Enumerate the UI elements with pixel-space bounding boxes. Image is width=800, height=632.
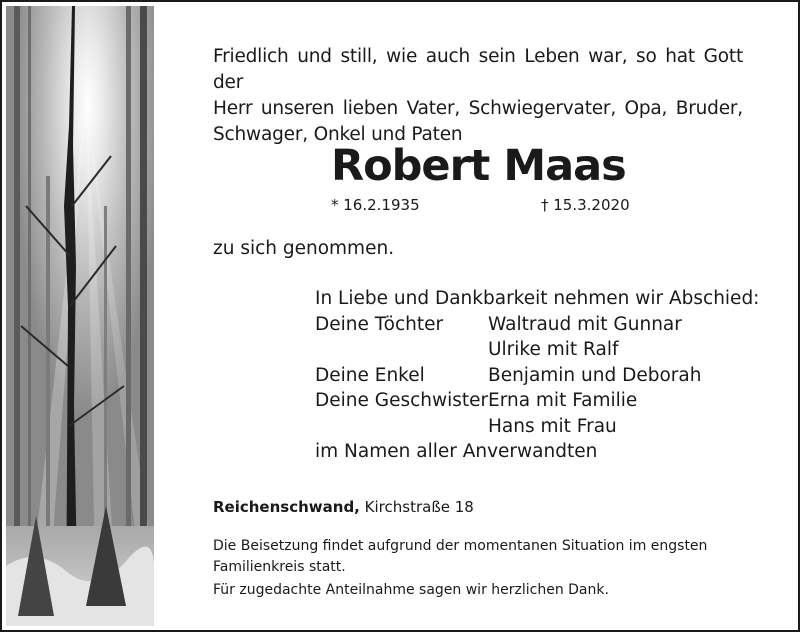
mourner-names: Ulrike mit Ralf bbox=[488, 339, 619, 360]
intro-line-3: Schwager, Onkel und Paten bbox=[213, 124, 463, 145]
mourner-names: Benjamin und Deborah bbox=[488, 364, 702, 386]
intro-line-2: Herr unseren lieben Vater, Schwiegervater, Opa, Bruder, bbox=[213, 98, 743, 119]
birth-date: * 16.2.1935 bbox=[331, 196, 420, 214]
address-street: Kirchstraße 18 bbox=[364, 498, 474, 516]
mourner-row bbox=[315, 363, 759, 389]
deceased-name: Robert Maas bbox=[331, 141, 626, 191]
mourner-relation: Deine Enkel bbox=[315, 364, 425, 386]
mourner-relation bbox=[315, 414, 488, 440]
mourner-relation bbox=[315, 337, 488, 363]
thanks-text: Für zugedachte Anteilnahme sagen wir herzlichen Dank. bbox=[213, 582, 609, 598]
mourner-relation: Deine Geschwister bbox=[315, 390, 489, 411]
mourner-names: Erna mit Familie bbox=[488, 390, 638, 411]
mourners-block bbox=[315, 286, 759, 465]
mourner-row bbox=[315, 312, 759, 338]
mourner-names: Hans mit Frau bbox=[488, 415, 617, 437]
taken-text: zu sich genommen. bbox=[213, 238, 395, 259]
funeral-notice: Die Beisetzung findet aufgrund der momentanen Situation im engsten Familienkreis statt. bbox=[213, 538, 708, 575]
mourner-relation: Deine Töchter bbox=[315, 313, 444, 335]
death-date: † 15.3.2020 bbox=[541, 196, 630, 214]
mourner-row bbox=[315, 388, 759, 414]
farewell-heading: In Liebe und Dankbarkeit nehmen wir Abschied: bbox=[315, 288, 760, 309]
mourner-names: Waltraud mit Gunnar bbox=[488, 313, 682, 335]
mourner-row bbox=[315, 337, 759, 363]
address-town: Reichenschwand, bbox=[213, 498, 360, 516]
family-address bbox=[213, 498, 474, 516]
mourner-row bbox=[315, 414, 759, 440]
farewell-closing: im Namen aller Anverwandten bbox=[315, 441, 598, 462]
intro-line-1: Friedlich und still, wie auch sein Leben war, so hat Gott der bbox=[213, 46, 743, 93]
intro-text bbox=[213, 44, 743, 148]
forest-sunrays-photo bbox=[6, 6, 154, 626]
